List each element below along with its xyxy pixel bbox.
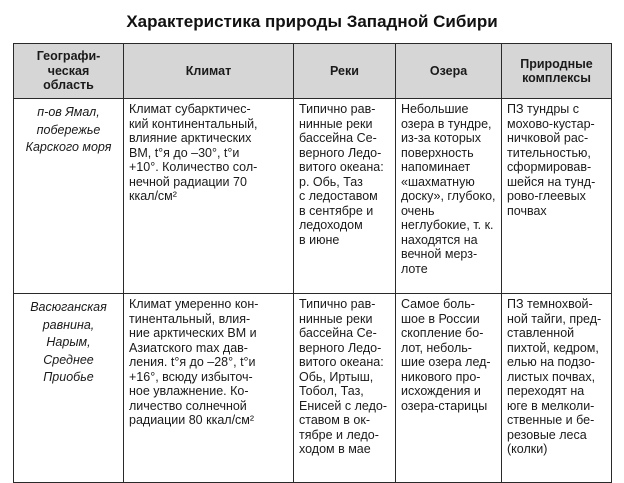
complexes-cell: ПЗ темнохвой- ной тайги, пред- ставленной пихтой, кедром, елью на подзо- листых почвах, переходят на юге в мелколи- ственные и бе- резовые леса (колки) — [502, 294, 612, 483]
climate-cell: Климат умеренно кон- тинентальный, влия- ние арктических ВМ и Азиатского max дав- ления. t°я до –28°, t°и +16°, всюду избыточ- ное увлажнение. Ко- личество солнечной радиации 80 ккал/см² — [124, 294, 294, 483]
complexes-cell: ПЗ тундры с мохово-кустар- ничковой рас- тительностью, сформировав- шейся на тунд- рово-глеевых почвах — [502, 99, 612, 294]
region-line: Васюганская — [30, 300, 107, 314]
table-row — [14, 294, 612, 483]
header-row — [14, 44, 612, 99]
region-cell — [14, 99, 124, 294]
header-complexes: Природные комплексы — [502, 44, 612, 99]
region-line: Карского моря — [25, 140, 112, 154]
nature-table — [13, 43, 612, 483]
header-lakes: Озера — [396, 44, 502, 99]
document-title: Характеристика природы Западной Сибири — [126, 12, 498, 31]
climate-cell: Климат субарктичес- кий континентальный, влияние арктических ВМ, t°я до –30°, t°и +10°. Количество сол- нечной радиации 70 ккал/см² — [124, 99, 294, 294]
region-line: Нарым, — [46, 335, 91, 349]
region-line: Приобье — [43, 370, 94, 384]
table-row — [14, 99, 612, 294]
region-line: п-ов Ямал, — [37, 105, 100, 119]
region-cell — [14, 294, 124, 483]
header-region: Географи- ческая область — [14, 44, 124, 99]
region-line: побережье — [36, 122, 101, 137]
region-line: равнина, — [42, 317, 95, 332]
rivers-cell: Типично рав- нинные реки бассейна Се- верного Ледо- витого океана: Обь, Иртыш, Тобол, Таз, Енисей с ледо- ставом в ок- тябре и ледо- ходом в мае — [294, 294, 396, 483]
region-line: Среднее — [43, 352, 94, 367]
rivers-cell: Типично рав- нинные реки бассейна Се- верного Ледо- витого океана: р. Обь, Таз с ледоставом в сентябре и ледоходом в июне — [294, 99, 396, 294]
lakes-cell: Самое боль- шое в России скопление бо- лот, неболь- шие озера лед- никового про- исхождения и озера-старицы — [396, 294, 502, 483]
header-climate: Климат — [124, 44, 294, 99]
lakes-cell: Небольшие озера в тундре, из-за которых поверхность напоминает «шахматную доску», глубоко, очень неглубокие, т. к. находятся на вечной мерз- лоте — [396, 99, 502, 294]
header-rivers: Реки — [294, 44, 396, 99]
